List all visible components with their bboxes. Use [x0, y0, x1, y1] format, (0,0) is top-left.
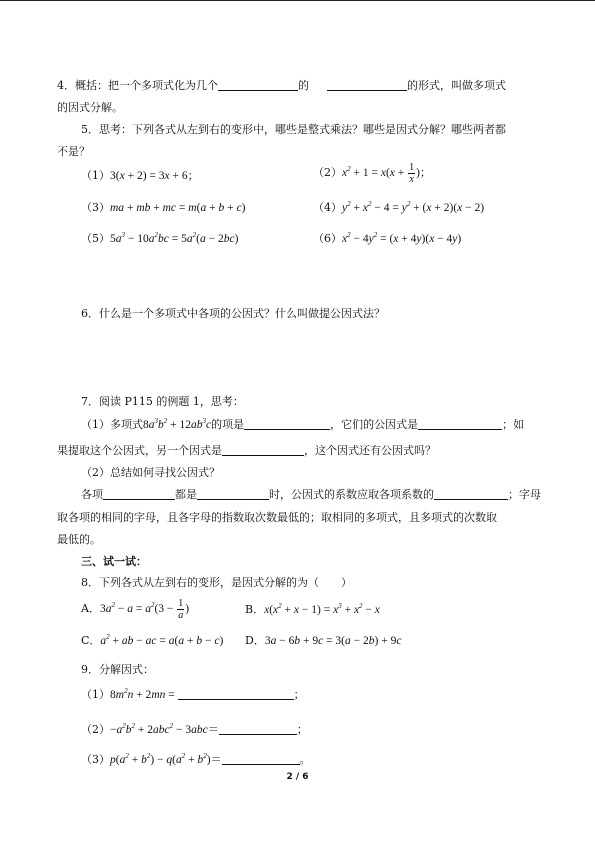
q4-blank-2[interactable] — [327, 78, 407, 91]
q5-item-4: $(4)y^2 + x^2 - 4 = y^2 + (x + 2)(x - 2)$ — [313, 200, 485, 214]
q9-item-1: $(1)8m^2n + 2mn$ = ； — [81, 687, 305, 701]
q9-item-3: $(3)p(a^2 + b^2) - q(a^2 + b^2)=$ 。 — [81, 752, 311, 766]
section-3-title: 三、试一试： — [81, 555, 147, 568]
q4-blank-1[interactable] — [218, 78, 298, 91]
q4-text-de: 的 — [298, 79, 309, 92]
q7-common-factor-blank[interactable] — [418, 417, 502, 430]
q5-item-1: （1）3(x + 2) = 3x + 6； — [81, 169, 199, 182]
q9-item-2: $(2)-a^2b^2 + 2abc^2 - 3abc=$ ； — [81, 722, 308, 736]
question-8: 8．下列各式从左到右的变形，是因式分解的为（ ） — [81, 576, 352, 589]
question-5-line2: 不是？ — [57, 145, 90, 158]
q9-expr-3: $p(a^2 + b^2) - q(a^2 + b^2)$ — [110, 752, 211, 766]
q5-expr-1: 3(x + 2) = 3x + 6 — [110, 170, 188, 182]
q7-polynomial: $8a^3b^2 + 12ab^3c$ — [143, 417, 212, 431]
question-4-line2: 的因式分解。 — [57, 101, 123, 114]
q9-answer-3[interactable] — [222, 752, 300, 765]
q7-sub3-line1: 各项 都是 时，公因式的系数应取各项系数的 ；字母 — [81, 488, 541, 501]
q7-sub1-line2: 果提取这个公因式，另一个因式是 ，这个因式还有公因式吗？ — [57, 444, 436, 457]
question-9: 9．分解因式： — [81, 663, 154, 676]
q8-expr-c: $a^2$ + ab − ac = a(a + b − c) — [100, 633, 224, 647]
q8-option-b[interactable]: B．$x(x^2 + x - 1) = x^3 + x^2 - x$ — [245, 602, 380, 616]
q5-item-5: $(5)5a^3 - 10a^2bc = 5a^2(a - 2bc)$ — [81, 231, 239, 245]
q8-option-c[interactable]: C．$a^2$ + ab − ac = a(a + b − c) — [81, 633, 224, 647]
header-rule — [0, 0, 595, 1]
q8-expr-a: $3a^2 - a = a^2(3$ − $\frac{1}{a}$ ) — [99, 598, 190, 621]
q7-other-factor-blank[interactable] — [222, 443, 304, 456]
question-4-line1 — [57, 78, 506, 94]
q4-text-tail: 的形式，叫做多项式 — [407, 79, 506, 92]
q4-text: 4．概括：把一个多项式化为几个 — [57, 79, 218, 92]
q9-expr-2: $-a^2b^2 + 2abc^2 - 3abc$ — [110, 722, 208, 736]
q8-option-d[interactable]: D．3a − 6b + 9c = 3(a − 2b) + 9c — [245, 634, 402, 647]
q8-expr-d: 3a − 6b + 9c = 3(a − 2b) + 9c — [264, 635, 402, 647]
q5-expr-2: $x^2 + 1 = x(x$ + $\frac{1}{x}$ ) — [342, 162, 420, 185]
question-7: 7．阅读 P115 的例题 1，思考： — [81, 395, 244, 408]
q5-expr-6: $x^2 - 4y^2 = (x + 4y)(x - 4y)$ — [342, 231, 462, 245]
question-5-line1: 5．思考：下列各式从左到右的变形中，哪些是整式乘法？哪些是因式分解？哪些两者都 — [81, 123, 506, 136]
q7-blank-when[interactable] — [197, 487, 269, 500]
q7-blank-terms[interactable] — [103, 487, 175, 500]
q9-answer-2[interactable] — [219, 722, 297, 735]
q5-expr-3: ma + mb + mc = m(a + b + c) — [110, 202, 246, 214]
q5-item-2: $(2)x^2 + 1 = x(x$ + $\frac{1}{x}$ )； — [313, 162, 431, 185]
q7-sub3-line2: 取各项的相同的字母，且各字母的指数取次数最低的；取相同的多项式，且多项式的次数取 — [57, 511, 497, 524]
q8-expr-b: $x(x^2 + x - 1) = x^3 + x^2 - x$ — [264, 602, 380, 616]
q5-expr-5: $5a^3 - 10a^2bc = 5a^2(a - 2bc)$ — [110, 231, 239, 245]
q8-option-a[interactable]: A．$3a^2 - a = a^2(3$ − $\frac{1}{a}$ ) — [81, 598, 190, 621]
question-6: 6．什么是一个多项式中各项的公因式？什么叫做提公因式法？ — [81, 307, 385, 320]
q7-sub2: （2）总结如何寻找公因式？ — [81, 466, 220, 479]
q7-blank-coefficient[interactable] — [434, 487, 508, 500]
q9-answer-1[interactable] — [178, 687, 294, 700]
q5-item-6: $(6)x^2 - 4y^2 = (x + 4y)(x - 4y)$ — [313, 231, 462, 245]
q9-expr-1: $8m^2n + 2mn$ = — [110, 687, 178, 701]
page-number: 2 / 6 — [286, 772, 309, 782]
q7-terms-blank[interactable] — [244, 417, 330, 430]
q7-sub1-line1: （1）多项式$8a^3b^2 + 12ab^3c$的项是 ，它们的公因式是 ；如 — [81, 417, 525, 431]
q5-expr-4: $y^2 + x^2 - 4 = y^2 + (x + 2)(x - 2)$ — [342, 200, 485, 214]
q5-item-3: （3）ma + mb + mc = m(a + b + c) — [81, 201, 246, 214]
q7-sub3-line3: 最低的。 — [57, 533, 101, 546]
